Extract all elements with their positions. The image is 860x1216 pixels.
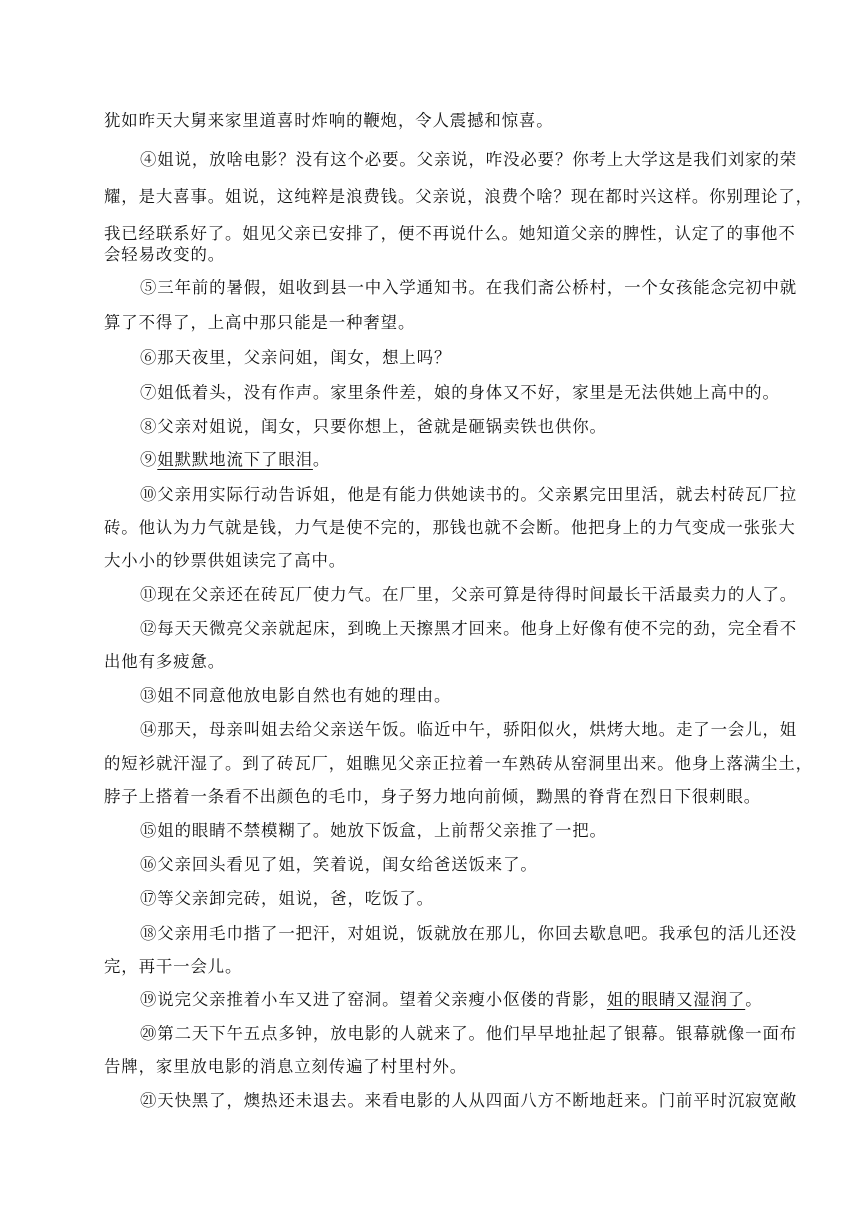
paragraph-10: ⑩父亲用实际行动告诉姐，他是有能力供她读书的。父亲累完田里活，就去村砖瓦厂拉 bbox=[140, 485, 798, 504]
paragraph-5: ⑤三年前的暑假，姐收到县一中入学通知书。在我们斋公桥村，一个女孩能念完初中就 bbox=[140, 278, 798, 297]
text-line: 完，再干一会儿。 bbox=[104, 957, 243, 976]
text-line: 砖。他认为力气就是钱，力气是使不完的，那钱也就不会断。他把身上的力气变成一张张大 bbox=[104, 518, 796, 537]
text-line: 脖子上搭着一条看不出颜色的毛巾，身子努力地向前倾，黝黑的脊背在烈日下很刺眼。 bbox=[104, 787, 762, 806]
paragraph-12: ⑫每天天微亮父亲就起床，到晚上天擦黑才回来。他身上好像有使不完的劲，完全看不 bbox=[140, 619, 798, 638]
paragraph-18: ⑱父亲用毛巾揩了一把汗，对姐说，饭就放在那儿，你回去歇息吧。我承包的活儿还没 bbox=[140, 924, 798, 943]
paragraph-14: ⑭那天，母亲叫姐去给父亲送午饭。临近中午，骄阳似火，烘烤大地。走了一会儿，姐 bbox=[140, 720, 798, 739]
text-line: 算了不得了，上高中那只能是一种奢望。 bbox=[104, 313, 416, 332]
underlined-text: 姐的眼睛又湿润了 bbox=[606, 990, 746, 1009]
paragraph-7: ⑦姐低着头，没有作声。家里条件差，娘的身体又不好，家里是无法供她上高中的。 bbox=[140, 383, 780, 402]
paragraph-8: ⑧父亲对姐说，闺女，只要你想上，爸就是砸锅卖铁也供你。 bbox=[140, 417, 607, 436]
paragraph-9: ⑨姐默默地流下了眼泪。 bbox=[140, 450, 331, 469]
paragraph-19: ⑲说完父亲推着小车又进了窑洞。望着父亲瘦小伛偻的背影，姐的眼睛又湿润了。 bbox=[140, 990, 763, 1009]
paragraph-17: ⑰等父亲卸完砖，姐说，爸，吃饭了。 bbox=[140, 889, 434, 908]
text-line: 会轻易改变的。 bbox=[104, 245, 226, 264]
text-line: 的短衫就汗湿了。到了砖瓦厂，姐瞧见父亲正拉着一车熟砖从窑洞里出来。他身上落满尘土， bbox=[104, 754, 813, 773]
text-line: 耀，是大喜事。姐说，这纯粹是浪费钱。父亲说，浪费个啥？现在都时兴这样。你别理论了， bbox=[104, 187, 813, 206]
paragraph-13: ⑬姐不同意他放电影自然也有她的理由。 bbox=[140, 686, 452, 705]
paragraph-20: ⑳第二天下午五点多钟，放电影的人就来了。他们早早地扯起了银幕。银幕就像一面布 bbox=[140, 1024, 798, 1043]
text-line: 大小小的钞票供姐读完了高中。 bbox=[104, 551, 347, 570]
paragraph-16: ⑯父亲回头看见了姐，笑着说，闺女给爸送饭来了。 bbox=[140, 855, 538, 874]
underlined-text: 姐默默地流下了眼泪 bbox=[157, 450, 313, 469]
paragraph-21: ㉑天快黑了，燠热还未退去。来看电影的人从四面八方不断地赶来。门前平时沉寂宽敞 bbox=[140, 1091, 798, 1110]
text-line: 我已经联系好了。姐见父亲已安排了，便不再说什么。她知道父亲的脾性，认定了的事他不 bbox=[104, 224, 796, 243]
paragraph-11: ⑪现在父亲还在砖瓦厂使力气。在厂里，父亲可算是待得时间最长干活最卖力的人了。 bbox=[140, 585, 798, 604]
text-line: 告牌，家里放电影的消息立刻传遍了村里村外。 bbox=[104, 1057, 468, 1076]
paragraph-15: ⑮姐的眼睛不禁模糊了。她放下饭盒，上前帮父亲推了一把。 bbox=[140, 821, 607, 840]
paragraph-4: ④姐说，放啥电影？没有这个必要。父亲说，咋没必要？你考上大学这是我们刘家的荣 bbox=[140, 150, 798, 169]
text-line: 犹如昨天大舅来家里道喜时炸响的鞭炮，令人震撼和惊喜。 bbox=[104, 111, 554, 130]
paragraph-6: ⑥那天夜里，父亲问姐，闺女，想上吗？ bbox=[140, 348, 452, 367]
text-line: 出他有多疲惫。 bbox=[104, 652, 226, 671]
